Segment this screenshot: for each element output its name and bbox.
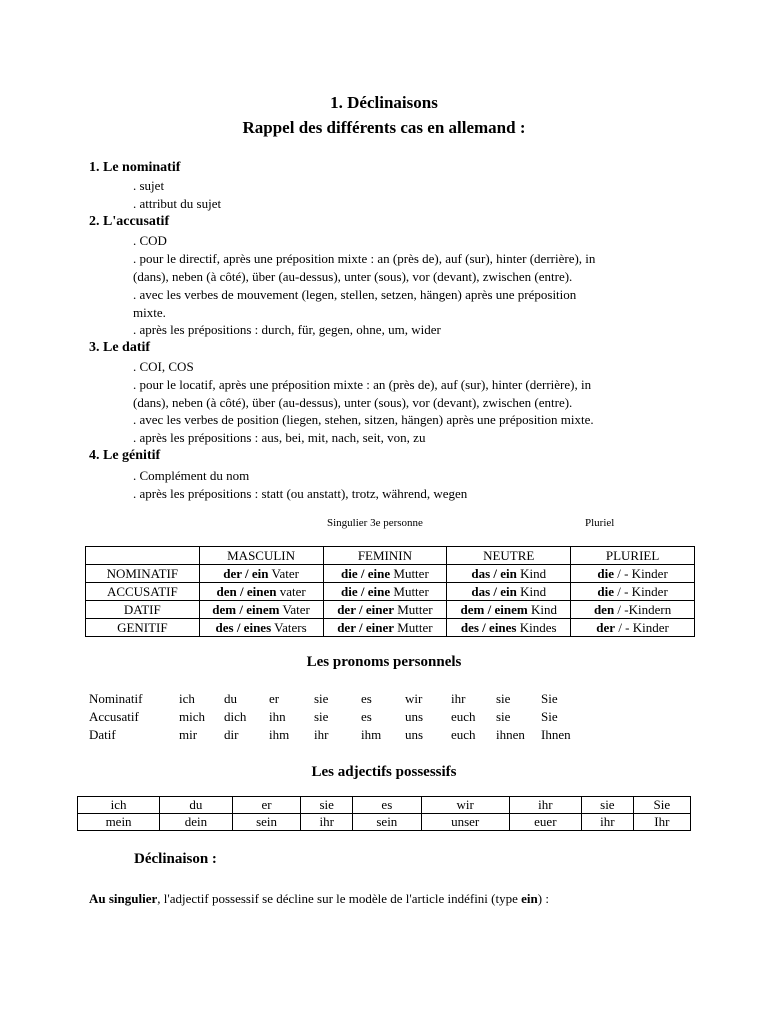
section-item: . avec les verbes de position (liegen, stehen, sitzen, hängen) après une préposition mixte. (133, 412, 594, 427)
section-item: . COI, COS (133, 359, 194, 374)
table-cell: dem / einem Vater (199, 601, 323, 619)
table-row (78, 814, 691, 831)
table-header-cell: MASCULIN (199, 547, 323, 565)
section-item: . Complément du nom (133, 468, 250, 483)
table-row (78, 797, 691, 814)
pronoun-cell: wir (405, 691, 423, 706)
pronoun-cell: ihm (269, 727, 290, 742)
table-cell: des / eines Kindes (447, 619, 571, 637)
pronoun-cell: Ihnen (541, 727, 571, 742)
pronoun-cell: mir (179, 727, 198, 742)
table-cell: sein (352, 814, 421, 831)
pronoun-cell: ihn (269, 709, 286, 724)
pronoun-cell: es (361, 709, 372, 724)
table-cell: es (352, 797, 421, 814)
table-cell: wir (421, 797, 509, 814)
table-cell: Sie (633, 797, 690, 814)
table-cell: der / ein Vater (199, 565, 323, 583)
table-cell: dein (160, 814, 233, 831)
table-cell: den / -Kindern (571, 601, 695, 619)
pronoun-cell: sie (496, 691, 511, 706)
section-item: . pour le locatif, après une préposition mixte : an (près de), auf (sur), hinter (derrière), in (133, 377, 592, 392)
pronoun-case-label: Accusatif (89, 709, 139, 724)
table-cell: dem / einem Kind (447, 601, 571, 619)
caption-singular: Singulier 3e personne (327, 517, 423, 529)
declension-table (85, 546, 695, 637)
table-cell: Ihr (633, 814, 690, 831)
section-item: . après les prépositions : durch, für, gegen, ohne, um, wider (133, 322, 441, 337)
table-cell: der / - Kinder (571, 619, 695, 637)
case-label: ACCUSATIF (86, 583, 200, 601)
pronoun-cell: euch (451, 727, 476, 742)
table-row (86, 601, 695, 619)
possessives-table (77, 796, 691, 831)
table-cell: das / ein Kind (447, 583, 571, 601)
page-title: 1. Déclinaisons (330, 93, 438, 112)
section-heading-genitif: 4. Le génitif (89, 448, 161, 463)
pronoun-cell: dich (224, 709, 247, 724)
table-cell: ich (78, 797, 160, 814)
table-cell: die / eine Mutter (323, 583, 447, 601)
table-cell: euer (509, 814, 582, 831)
possessives-title: Les adjectifs possessifs (311, 764, 457, 780)
pronoun-cell: ihm (361, 727, 382, 742)
pronoun-cell: uns (405, 727, 424, 742)
table-cell: er (232, 797, 301, 814)
table-row (86, 619, 695, 637)
table-header-cell: NEUTRE (447, 547, 571, 565)
pronoun-cell: Sie (541, 691, 558, 706)
table-cell: des / eines Vaters (199, 619, 323, 637)
pronoun-cell: uns (405, 709, 424, 724)
section-item: . après les prépositions : statt (ou anstatt), trotz, während, wegen (133, 486, 468, 501)
table-row (86, 565, 695, 583)
section-item: . sujet (133, 178, 165, 193)
pronoun-cell: er (269, 691, 280, 706)
case-label: NOMINATIF (86, 565, 200, 583)
pronoun-cell: sie (496, 709, 511, 724)
section-heading-nominatif: 1. Le nominatif (89, 160, 181, 175)
table-cell: unser (421, 814, 509, 831)
table-cell: das / ein Kind (447, 565, 571, 583)
section-item: . COD (133, 233, 167, 248)
case-label: DATIF (86, 601, 200, 619)
pronoun-cell: ihr (451, 691, 466, 706)
pronoun-case-label: Datif (89, 727, 116, 742)
section-item: mixte. (133, 305, 166, 320)
section-item: (dans), neben (à côté), über (au-dessus), unter (sous), vor (devant), zwischen (entre). (133, 269, 573, 284)
pronoun-cell: euch (451, 709, 476, 724)
pronouns-title: Les pronoms personnels (306, 654, 462, 670)
pronoun-cell: ich (179, 691, 195, 706)
table-cell: die / - Kinder (571, 565, 695, 583)
table-cell: den / einen vater (199, 583, 323, 601)
pronoun-cell: dir (224, 727, 239, 742)
declinaison-sentence: Au singulier, l'adjectif possessif se décline sur le modèle de l'article indéfini (type ein) : (89, 891, 549, 906)
table-header-cell (86, 547, 200, 565)
table-header-cell: FEMININ (323, 547, 447, 565)
pronoun-cell: mich (179, 709, 205, 724)
table-cell: du (160, 797, 233, 814)
table-cell: ihr (509, 797, 582, 814)
table-row (86, 583, 695, 601)
table-cell: die / - Kinder (571, 583, 695, 601)
table-cell: sein (232, 814, 301, 831)
table-cell: die / eine Mutter (323, 565, 447, 583)
pronoun-cell: du (224, 691, 237, 706)
section-item: . après les prépositions : aus, bei, mit, nach, seit, von, zu (133, 430, 426, 445)
table-header-cell: PLURIEL (571, 547, 695, 565)
table-header-row (86, 547, 695, 565)
pronoun-cell: sie (314, 691, 329, 706)
declinaison-heading: Déclinaison : (134, 851, 217, 867)
section-item: . pour le directif, après une préposition mixte : an (près de), auf (sur), hinter (derrière), in (133, 251, 596, 266)
table-cell: der / einer Mutter (323, 619, 447, 637)
table-cell: mein (78, 814, 160, 831)
table-cell: sie (582, 797, 634, 814)
table-cell: sie (301, 797, 353, 814)
page-subtitle: Rappel des différents cas en allemand : (242, 118, 526, 137)
section-item: (dans), neben (à côté), über (au-dessus), unter (sous), vor (devant), zwischen (entre). (133, 395, 573, 410)
section-item: . attribut du sujet (133, 196, 222, 211)
pronoun-cell: es (361, 691, 372, 706)
table-cell: ihr (582, 814, 634, 831)
caption-plural: Pluriel (585, 517, 615, 529)
pronoun-cell: ihnen (496, 727, 525, 742)
case-label: GENITIF (86, 619, 200, 637)
pronoun-cell: Sie (541, 709, 558, 724)
section-heading-accusatif: 2. L'accusatif (89, 214, 170, 229)
pronoun-case-label: Nominatif (89, 691, 143, 706)
table-cell: der / einer Mutter (323, 601, 447, 619)
table-cell: ihr (301, 814, 353, 831)
pronoun-cell: sie (314, 709, 329, 724)
section-heading-datif: 3. Le datif (89, 340, 151, 355)
section-item: . avec les verbes de mouvement (legen, stellen, setzen, hängen) après une préposition (133, 287, 577, 302)
pronoun-cell: ihr (314, 727, 329, 742)
